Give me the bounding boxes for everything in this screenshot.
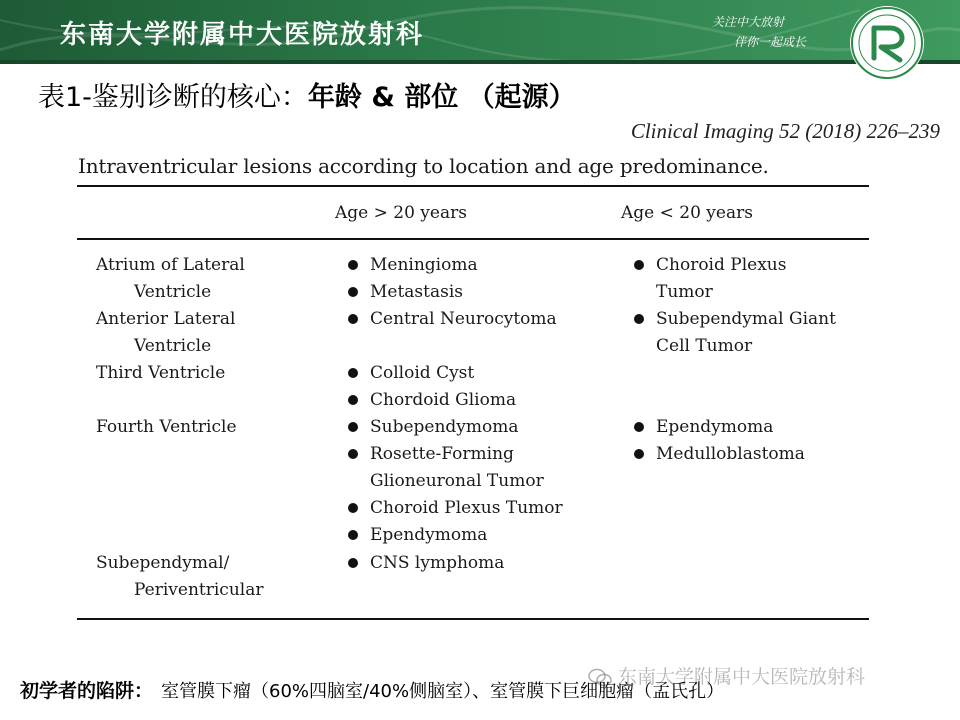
institution-title: 东南大学附属中大医院放射科 [60,20,425,50]
list-item [348,495,598,522]
lesion-name: Ependymoma [656,417,774,437]
bullet-dot-icon [348,503,358,513]
list-item [348,306,598,333]
location-cell [96,550,326,604]
location-label: Fourth Ventricle [96,417,237,437]
list-item [348,360,598,387]
lesion-name: Chordoid Glioma [370,390,517,410]
slogan-line-1: 关注中大放射 [712,15,785,29]
header-banner [0,0,960,64]
slide-title-highlight: 年龄 & 部位 （起源） [307,82,576,113]
column-header-age-over-20: Age > 20 years [335,203,467,223]
bullet-dot-icon [348,530,358,540]
location-cell [96,360,326,387]
list-item [634,306,864,333]
lesion-name: Choroid Plexus Tumor [370,498,563,518]
lesion-name: Glioneuronal Tumor [370,471,544,491]
list-item [634,252,864,279]
list-item [634,414,864,441]
column-header-age-under-20: Age < 20 years [621,203,753,223]
pitfall-note [20,677,724,706]
list-item [348,252,598,279]
list-item-continuation [348,468,598,495]
older-lesion-list [348,360,598,414]
older-lesion-list [348,306,598,333]
lesion-name: Rosette-Forming [370,444,514,464]
older-lesion-list [348,414,598,549]
pitfall-text: 室管膜下瘤（60%四脑室/40%侧脑室）、室管膜下巨细胞瘤（孟氏孔） [161,681,725,702]
younger-lesion-list [634,414,864,468]
location-label-cont: Ventricle [134,282,212,302]
lesion-name: Colloid Cyst [370,363,475,383]
location-label: Subependymal/ [96,553,230,573]
location-label-cont: Ventricle [134,336,212,356]
location-label-cont: Periventricular [134,580,264,600]
bullet-dot-icon [634,314,644,324]
list-item [348,550,598,577]
table-caption: Intraventricular lesions according to location and age predominance. [78,154,769,178]
list-item [634,441,864,468]
lesion-name: Meningioma [370,255,478,275]
bullet-dot-icon [348,558,358,568]
lesion-name: Choroid Plexus [656,255,787,275]
table-top-rule [77,185,869,187]
list-item [348,279,598,306]
list-item [348,414,598,441]
location-cell [96,252,326,306]
lesion-name: Subependymal Giant [656,309,836,329]
lesion-name: Central Neurocytoma [370,309,557,329]
slogan [712,12,832,52]
bullet-dot-icon [634,260,644,270]
bullet-dot-icon [348,395,358,405]
older-lesion-list [348,550,598,577]
bullet-dot-icon [348,368,358,378]
younger-lesion-list [634,306,864,360]
bullet-dot-icon [348,314,358,324]
lesion-name: Ependymoma [370,525,488,545]
location-cell [96,306,326,360]
table-header-rule [77,238,869,240]
slide-title [38,80,576,116]
list-item [348,387,598,414]
pitfall-label: 初学者的陷阱： [20,680,154,702]
bullet-dot-icon [348,422,358,432]
bullet-dot-icon [348,260,358,270]
journal-citation: Clinical Imaging 52 (2018) 226–239 [630,119,940,143]
slogan-line-2: 伴你一起成长 [734,35,807,49]
hospital-radiology-logo-icon [850,6,924,80]
location-label: Anterior Lateral [96,309,236,329]
location-label: Third Ventricle [96,363,226,383]
slide-title-prefix: 表1-鉴别诊断的核心： [38,82,308,113]
list-item [348,522,598,549]
bullet-dot-icon [634,449,644,459]
lesion-name: Subependymoma [370,417,519,437]
list-item-continuation [634,333,864,360]
location-cell [96,414,326,441]
bullet-dot-icon [348,449,358,459]
lesion-name: Metastasis [370,282,464,302]
list-item-continuation [634,279,864,306]
lesion-name: CNS lymphoma [370,553,505,573]
table-bottom-rule [77,618,869,620]
lesion-name: Tumor [656,282,713,302]
bullet-dot-icon [348,287,358,297]
watermark-text: 东南大学附属中大医院放射科 [618,666,866,688]
lesion-name: Cell Tumor [656,336,753,356]
bullet-dot-icon [634,422,644,432]
younger-lesion-list [634,252,864,306]
lesion-name: Medulloblastoma [656,444,805,464]
older-lesion-list [348,252,598,306]
location-label: Atrium of Lateral [96,255,245,275]
list-item [348,441,598,468]
